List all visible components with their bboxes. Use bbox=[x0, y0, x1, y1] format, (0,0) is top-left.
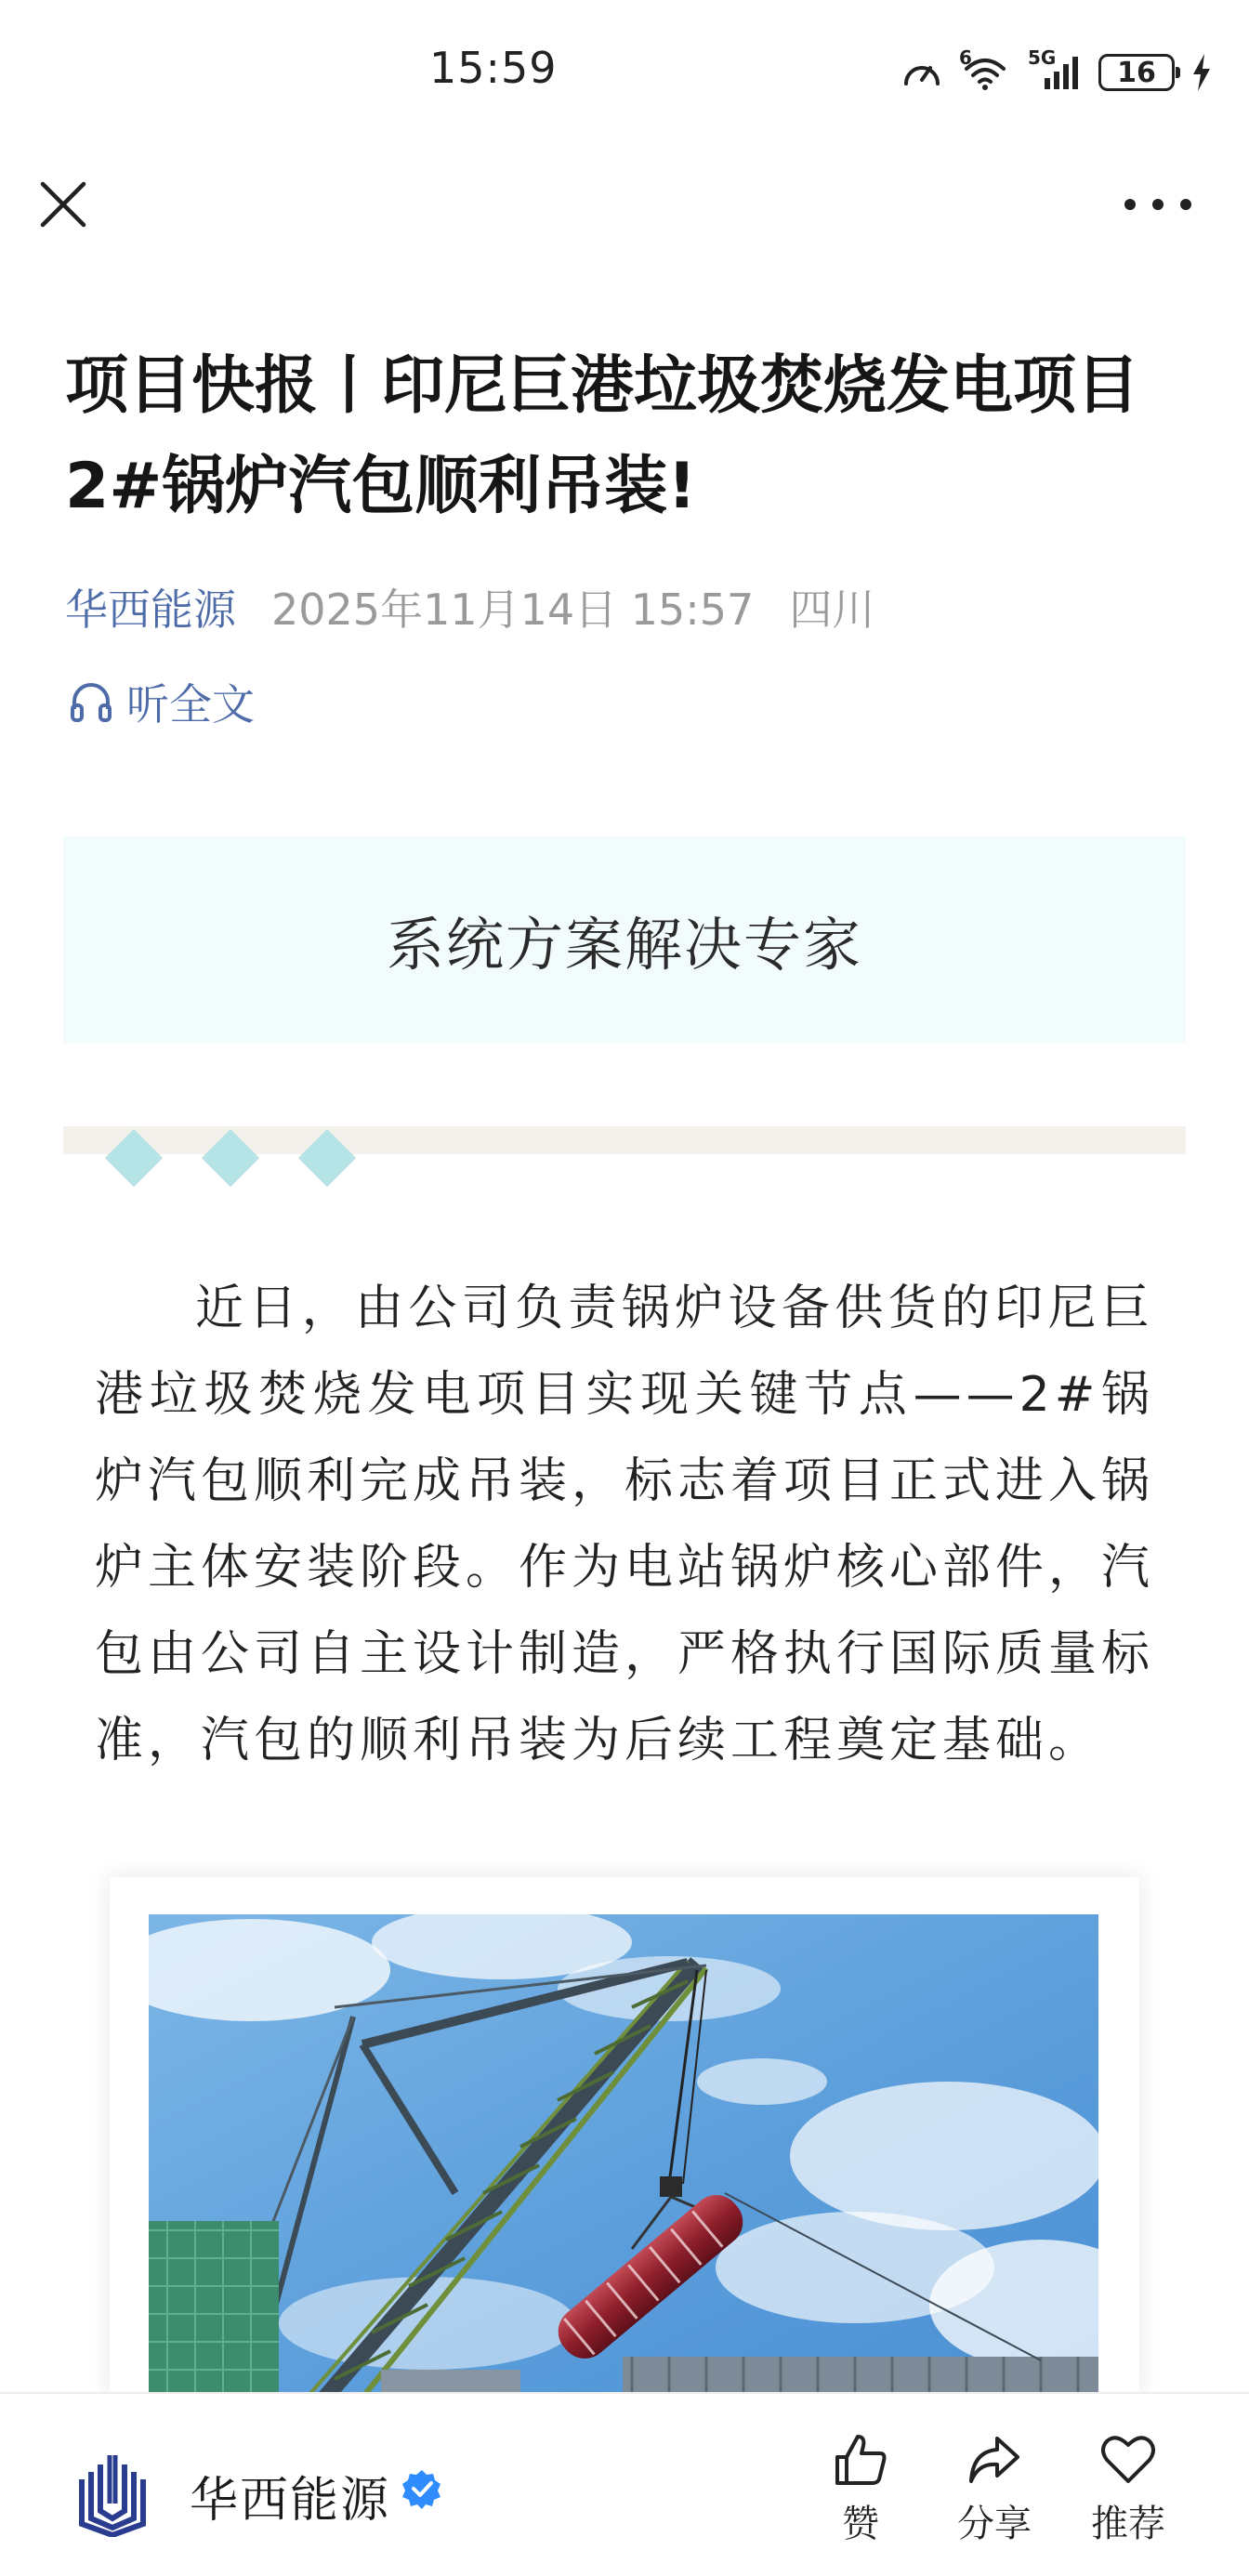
author-link[interactable]: 华西能源 bbox=[65, 585, 236, 635]
close-button[interactable] bbox=[37, 178, 89, 230]
article-meta bbox=[65, 576, 874, 637]
recommend-button[interactable] bbox=[1072, 2431, 1184, 2547]
brand-logo[interactable] bbox=[76, 2451, 149, 2537]
verified-badge-icon bbox=[401, 2468, 442, 2509]
headphones-icon bbox=[69, 679, 113, 724]
listen-label: 听全文 bbox=[126, 679, 255, 729]
banner-text: 系统方案解决专家 bbox=[386, 910, 862, 979]
like-button[interactable] bbox=[805, 2431, 916, 2547]
publish-date: 2025年11月14日 15:57 bbox=[271, 585, 755, 635]
more-icon-dot bbox=[1180, 199, 1191, 210]
network-type-label: 5G bbox=[1028, 46, 1057, 69]
article-image-card bbox=[110, 1877, 1139, 2398]
crane-lifting-photo[interactable] bbox=[149, 1914, 1098, 2398]
brand-name[interactable]: 华西能源 bbox=[190, 2473, 391, 2529]
share-icon bbox=[966, 2431, 1023, 2489]
article-title: 项目快报丨印尼巨港垃圾焚烧发电项目2#锅炉汽包顺利吊装! bbox=[65, 349, 1140, 523]
cellular-signal-icon bbox=[1028, 54, 1082, 91]
status-icons bbox=[901, 46, 1212, 93]
article-body: 近日，由公司负责锅炉设备供货的印尼巨港垃圾焚烧发电项目实现关键节点——2#锅炉汽包顺利完成吊装，标志着项目正式进入锅炉主体安装阶段。作为电站锅炉核心部件，汽包由公司自主设计制造，严格执行国际质量标准，汽包的顺利吊装为后续工程奠定基础。 bbox=[95, 1281, 1155, 1768]
share-label: 分享 bbox=[957, 2503, 1032, 2545]
slogan-banner bbox=[63, 836, 1186, 1043]
heart-icon bbox=[1099, 2431, 1157, 2489]
share-button[interactable] bbox=[939, 2431, 1050, 2547]
battery-level: 16 bbox=[1117, 56, 1156, 89]
cellular-indicator bbox=[1028, 46, 1082, 91]
status-bar bbox=[0, 0, 1249, 139]
like-label: 赞 bbox=[842, 2503, 879, 2545]
publish-region: 四川 bbox=[789, 585, 875, 635]
more-button[interactable] bbox=[1124, 190, 1191, 219]
wifi-generation-label: 6 bbox=[959, 46, 972, 69]
charging-icon bbox=[1191, 54, 1212, 91]
wifi-icon bbox=[959, 54, 1011, 91]
speed-meter-icon bbox=[901, 54, 942, 91]
recommend-label: 推荐 bbox=[1091, 2503, 1165, 2545]
thumbs-up-icon bbox=[832, 2431, 889, 2489]
close-icon bbox=[37, 178, 89, 230]
bottom-action-bar bbox=[0, 2392, 1249, 2576]
battery-icon bbox=[1098, 54, 1175, 91]
more-icon-dot bbox=[1124, 199, 1136, 210]
more-icon-dot bbox=[1152, 199, 1164, 210]
wifi-indicator bbox=[959, 46, 1011, 91]
listen-button[interactable] bbox=[69, 671, 255, 732]
status-time: 15:59 bbox=[429, 43, 558, 93]
